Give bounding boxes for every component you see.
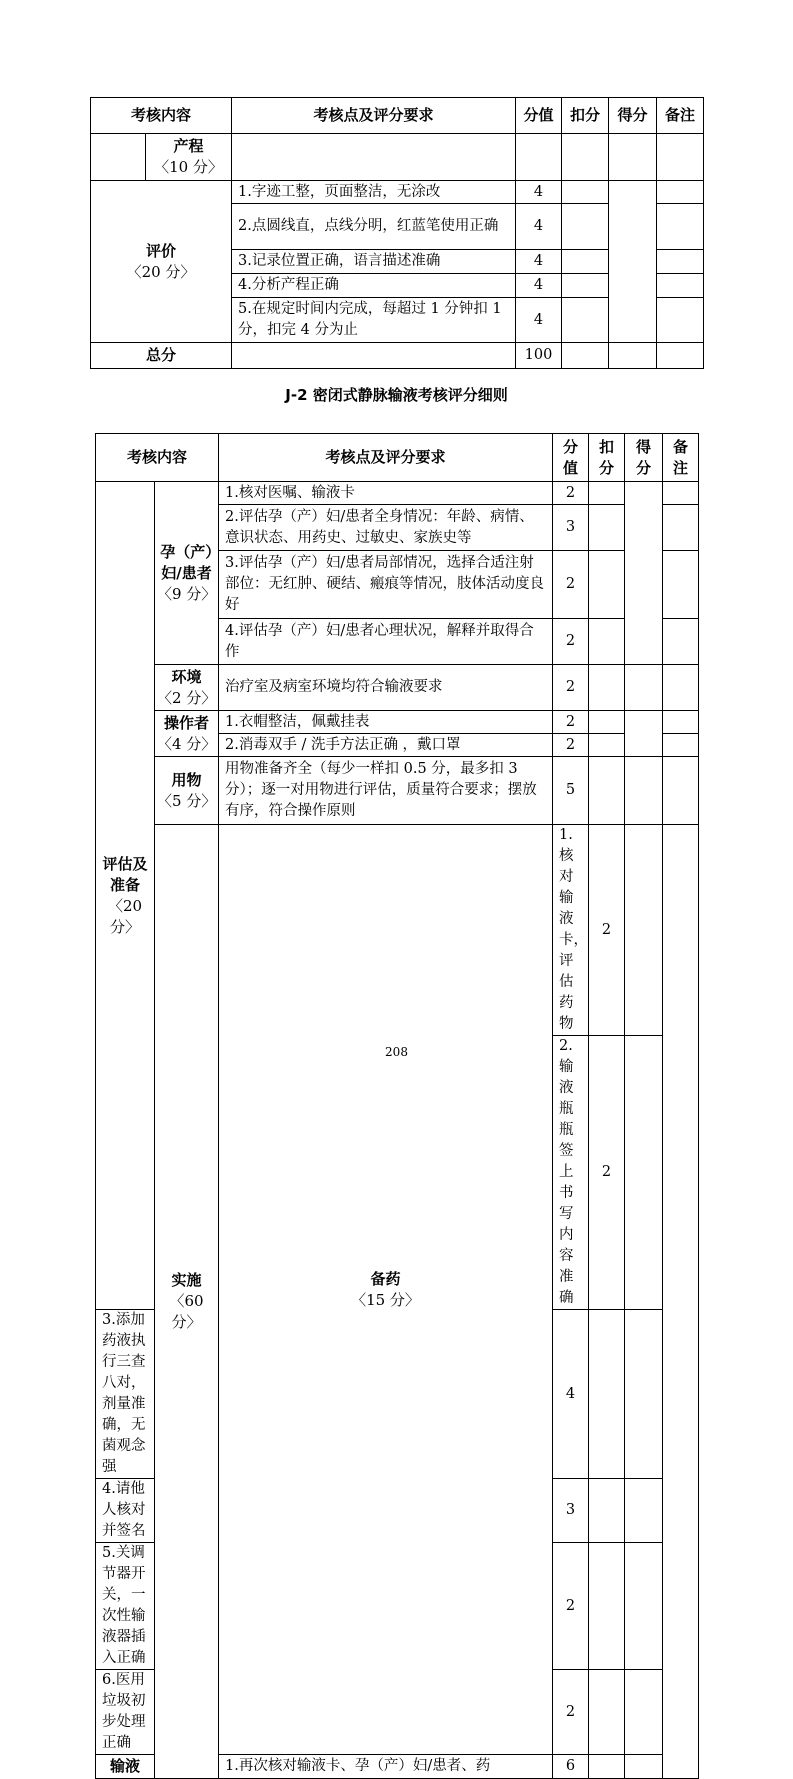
patient-category: [155, 482, 219, 665]
assess-name: 评估及准备: [102, 854, 148, 894]
requirement-text: 2.输液瓶瓶签上书写内容准确: [553, 1036, 589, 1310]
empty-cell: [91, 134, 146, 181]
empty-cell: [625, 1310, 663, 1479]
patient-points: 〈9 分〉: [157, 584, 217, 603]
score-value: 4: [516, 274, 562, 298]
requirement-text: 4.评估孕（产）妇/患者心理状况，解释并取得合作: [219, 619, 553, 665]
empty-cell: [609, 343, 657, 369]
section-title: J-2 密闭式静脉输液考核评分细则: [285, 386, 508, 404]
implement-points: 〈60 分〉: [169, 1292, 204, 1331]
score-value: 2: [589, 1036, 625, 1310]
table-row: [96, 665, 699, 711]
empty-cell: [657, 298, 704, 343]
table-row: [91, 343, 704, 369]
assess-category: [96, 482, 155, 1310]
empty-cell: [589, 619, 625, 665]
score-value: 2: [553, 1670, 589, 1755]
patient-name: 孕（产）妇/患者: [160, 542, 213, 582]
requirement-text: 1.字迹工整，页面整洁，无涂改: [232, 181, 516, 204]
operator-name: 操作者: [164, 713, 210, 732]
prep-category: [219, 825, 553, 1755]
header-got: 得分: [609, 98, 657, 134]
empty-cell: [589, 1670, 625, 1755]
requirement-text: 1.再次核对输液卡、孕（产）妇/患者、药: [219, 1755, 553, 1779]
empty-cell: [663, 619, 699, 665]
requirement-text: 3.添加药液执行三查八对，剂量准确，无菌观念强: [96, 1310, 155, 1479]
table-row: [91, 181, 704, 204]
empty-cell: [663, 711, 699, 734]
empty-cell: [232, 343, 516, 369]
empty-cell: [562, 298, 609, 343]
score-value: 6: [553, 1755, 589, 1779]
env-name: 环境: [171, 667, 202, 686]
header-points: 考核点及评分要求: [219, 434, 553, 482]
score-value: 4: [516, 204, 562, 250]
header-content: 考核内容: [96, 434, 219, 482]
empty-cell: [562, 250, 609, 274]
supplies-name: 用物: [171, 770, 202, 789]
empty-cell: [609, 134, 657, 181]
empty-cell: [589, 505, 625, 551]
empty-cell: [589, 711, 625, 734]
header-got: 得分: [625, 434, 663, 482]
total-score: 100: [516, 343, 562, 369]
implement-category: [155, 825, 219, 1779]
labor-name: 产程: [173, 137, 204, 155]
requirement-text: 1.核对输液卡，评估药物: [553, 825, 589, 1036]
empty-cell: [663, 551, 699, 619]
requirement-text: 2.点圆线直，点线分明，红蓝笔使用正确: [232, 204, 516, 250]
supplies-points: 〈5 分〉: [157, 791, 217, 810]
labor-points: 〈10 分〉: [154, 158, 223, 176]
prep-points: 〈15 分〉: [351, 1290, 420, 1309]
header-score: 分值: [553, 434, 589, 482]
empty-cell: [657, 250, 704, 274]
score-value: 2: [553, 734, 589, 757]
evaluation-points: 〈20 分〉: [126, 262, 196, 281]
empty-cell: [663, 825, 699, 1779]
requirement-text: 5.关调节器开关，一次性输液器插入正确: [96, 1543, 155, 1670]
empty-cell: [625, 1479, 663, 1543]
empty-cell: [625, 665, 663, 711]
assess-points: 〈20 分〉: [107, 896, 143, 936]
empty-cell: [589, 1755, 625, 1779]
infusion-category: [96, 1755, 155, 1779]
header-remark: 备注: [657, 98, 704, 134]
requirement-text: 1.衣帽整洁，佩戴挂表: [219, 711, 553, 734]
infusion-name: 输液: [109, 1757, 140, 1775]
requirement-text: 3.评估孕（产）妇/患者局部情况，选择合适注射部位：无红肿、硬结、瘢痕等情况，肢体活动度良好: [219, 551, 553, 619]
scoring-table-continued: [90, 97, 704, 369]
empty-cell: [663, 505, 699, 551]
operator-points: 〈4 分〉: [157, 734, 217, 753]
requirement-text: 1.核对医嘱、输液卡: [219, 482, 553, 505]
requirement-text: 4.分析产程正确: [232, 274, 516, 298]
empty-cell: [562, 134, 609, 181]
env-points: 〈2 分〉: [157, 688, 217, 707]
score-value: 2: [589, 825, 625, 1036]
header-deduct: 扣分: [589, 434, 625, 482]
requirement-text: 治疗室及病室环境均符合输液要求: [219, 665, 553, 711]
empty-cell: [609, 181, 657, 343]
empty-cell: [516, 134, 562, 181]
table-row: [96, 825, 699, 1036]
table-row: [96, 757, 699, 825]
empty-cell: [625, 825, 663, 1036]
empty-cell: [589, 482, 625, 505]
empty-cell: [589, 1479, 625, 1543]
supplies-category: [155, 757, 219, 825]
score-value: 5: [553, 757, 589, 825]
requirement-text: 4.请他人核对并签名: [96, 1479, 155, 1543]
empty-cell: [657, 181, 704, 204]
empty-cell: [625, 482, 663, 665]
prep-name: 备药: [370, 1269, 401, 1288]
page-number: 208: [385, 1045, 408, 1059]
empty-cell: [232, 134, 516, 181]
table-row: [96, 482, 699, 505]
empty-cell: [562, 343, 609, 369]
score-value: 2: [553, 482, 589, 505]
score-value: 2: [553, 711, 589, 734]
total-label: 总分: [91, 343, 232, 369]
empty-cell: [663, 665, 699, 711]
empty-cell: [625, 1755, 663, 1779]
score-value: 4: [516, 250, 562, 274]
empty-cell: [657, 134, 704, 181]
evaluation-name: 评价: [146, 241, 177, 260]
requirement-text: 用物准备齐全（每少一样扣 0.5 分，最多扣 3 分）；逐一对用物进行评估，质量符合要求；摆放有序，符合操作原则: [219, 757, 553, 825]
empty-cell: [625, 711, 663, 757]
table-row: [96, 711, 699, 734]
score-value: 4: [553, 1310, 589, 1479]
empty-cell: [562, 204, 609, 250]
empty-cell: [625, 1670, 663, 1755]
empty-cell: [625, 757, 663, 825]
header-content: 考核内容: [91, 98, 232, 134]
evaluation-category: [91, 181, 232, 343]
empty-cell: [589, 1310, 625, 1479]
labor-category: [146, 134, 232, 181]
score-value: 2: [553, 551, 589, 619]
operator-category: [155, 711, 219, 757]
empty-cell: [589, 757, 625, 825]
empty-cell: [589, 1543, 625, 1670]
requirement-text: 3.记录位置正确，语言描述准确: [232, 250, 516, 274]
score-value: 3: [553, 505, 589, 551]
implement-name: 实施: [171, 1271, 202, 1289]
requirement-text: 5.在规定时间内完成，每超过 1 分钟扣 1 分，扣完 4 分为止: [232, 298, 516, 343]
requirement-text: 2.评估孕（产）妇/患者全身情况：年龄、病情、意识状态、用药史、过敏史、家族史等: [219, 505, 553, 551]
empty-cell: [663, 734, 699, 757]
header-deduct: 扣分: [562, 98, 609, 134]
score-value: 2: [553, 1543, 589, 1670]
requirement-text: 6.医用垃圾初步处理正确: [96, 1670, 155, 1755]
header-points: 考核点及评分要求: [232, 98, 516, 134]
empty-cell: [663, 482, 699, 505]
score-value: 2: [553, 619, 589, 665]
score-value: 4: [516, 298, 562, 343]
header-score: 分值: [516, 98, 562, 134]
empty-cell: [589, 734, 625, 757]
env-category: [155, 665, 219, 711]
score-value: 3: [553, 1479, 589, 1543]
empty-cell: [589, 551, 625, 619]
empty-cell: [657, 274, 704, 298]
infusion-scoring-table: [95, 433, 699, 1779]
table-row: [91, 134, 704, 181]
score-value: 4: [516, 181, 562, 204]
empty-cell: [657, 343, 704, 369]
empty-cell: [663, 757, 699, 825]
empty-cell: [657, 204, 704, 250]
empty-cell: [625, 1543, 663, 1670]
score-value: 2: [553, 665, 589, 711]
empty-cell: [562, 181, 609, 204]
empty-cell: [562, 274, 609, 298]
empty-cell: [625, 1036, 663, 1310]
header-remark: 备注: [663, 434, 699, 482]
requirement-text: 2.消毒双手 / 洗手方法正确 ，戴口罩: [219, 734, 553, 757]
empty-cell: [589, 665, 625, 711]
